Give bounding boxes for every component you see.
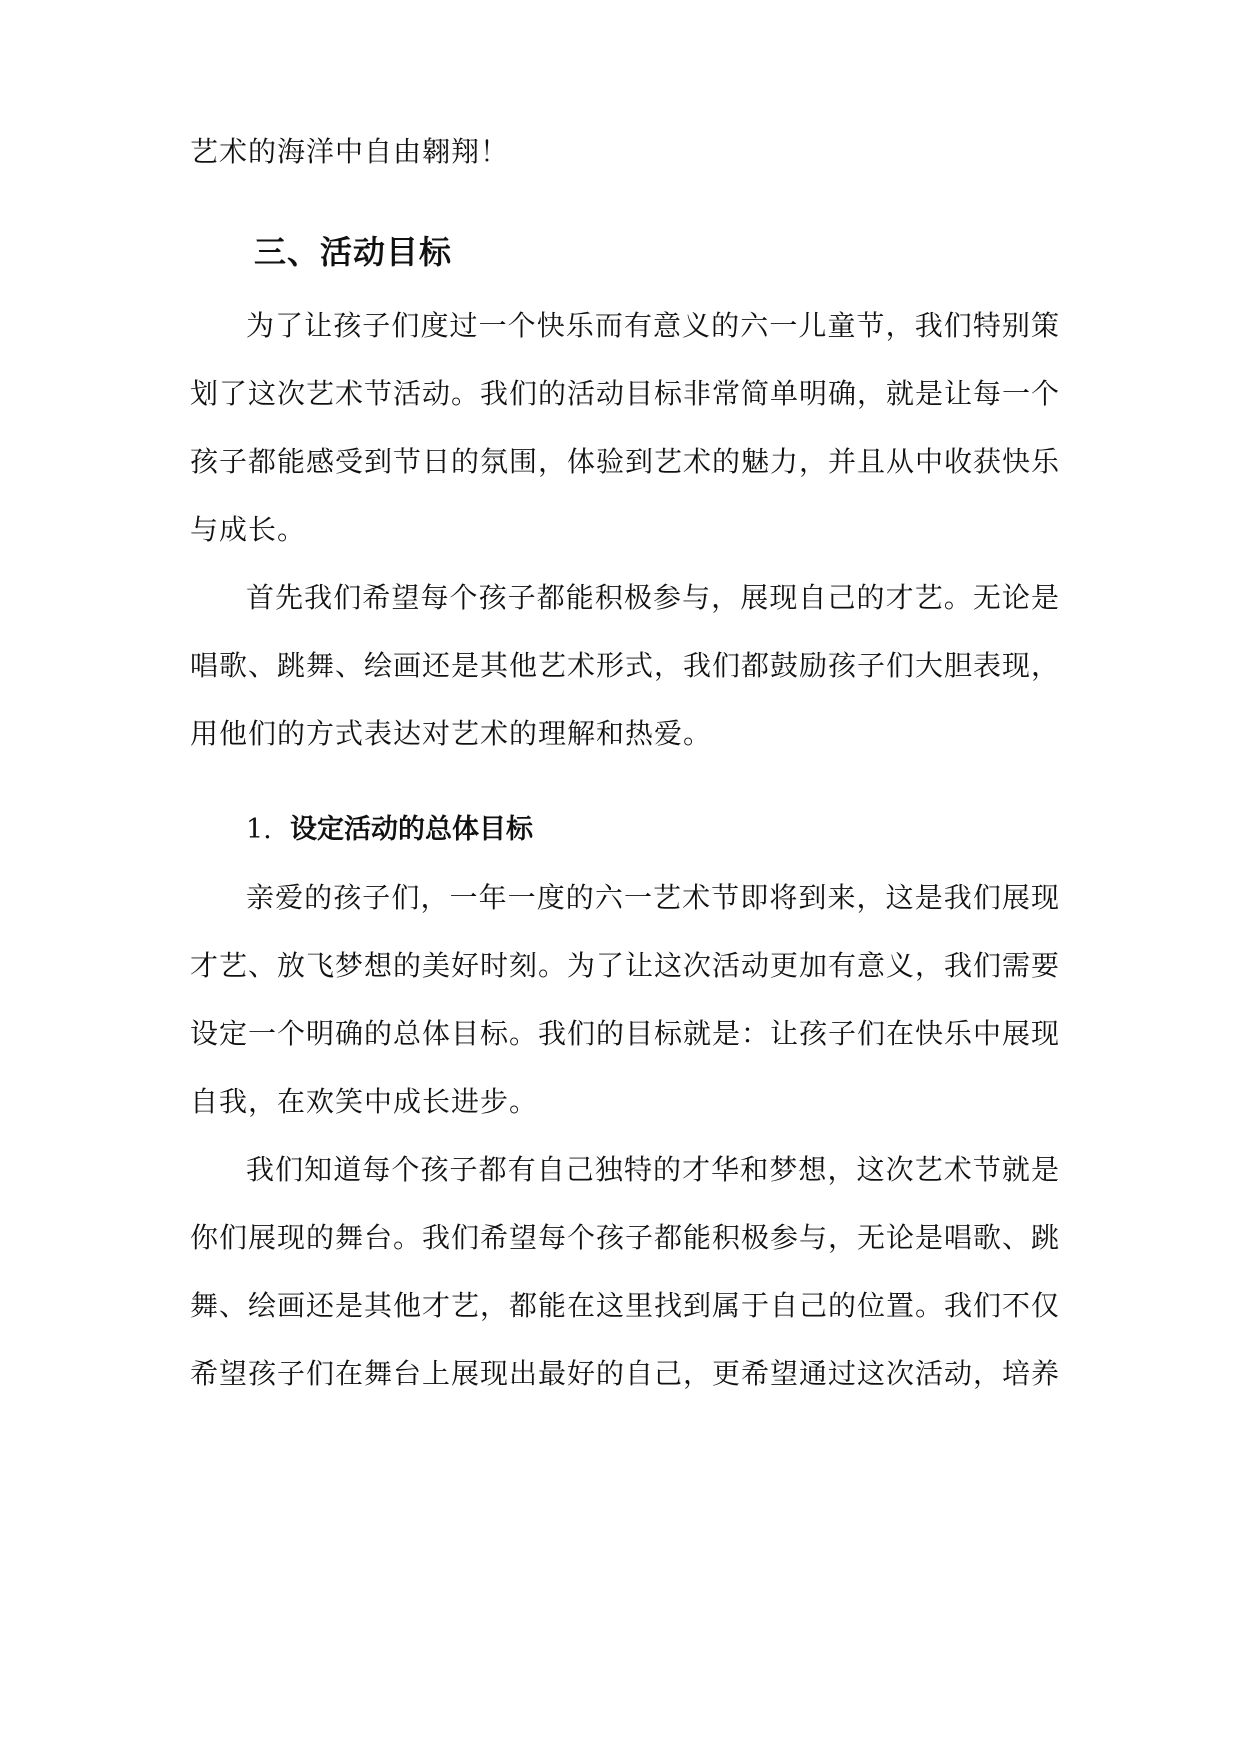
paragraph-line: 我们知道每个孩子都有自己独特的才华和梦想，这次艺术节就是 [246,1153,1060,1186]
subsection-title: 设定活动的总体目标 [290,814,533,845]
paragraph-line: 孩子都能感受到节日的氛围，体验到艺术的魅力，并且从中收获快乐 [190,445,1061,478]
subsection-heading [246,810,533,850]
paragraph-line: 你们展现的舞台。我们希望每个孩子都能积极参与，无论是唱歌、跳 [190,1221,1061,1254]
paragraph-line: 希望孩子们在舞台上展现出最好的自己，更希望通过这次活动，培养 [190,1357,1061,1390]
paragraph-line: 艺术的海洋中自由翱翔！ [190,135,510,168]
paragraph-line: 与成长。 [190,513,307,546]
subsection-number: 1. [246,814,272,845]
paragraph-line: 唱歌、跳舞、绘画还是其他艺术形式，我们都鼓励孩子们大胆表现， [190,649,1061,682]
paragraph-line: 才艺、放飞梦想的美好时刻。为了让这次活动更加有意义，我们需要 [190,949,1061,982]
paragraph-line: 划了这次艺术节活动。我们的活动目标非常简单明确，就是让每一个 [190,377,1061,410]
section-heading: 三、活动目标 [254,233,453,271]
paragraph-line: 舞、绘画还是其他才艺，都能在这里找到属于自己的位置。我们不仅 [190,1289,1061,1322]
paragraph-line: 首先我们希望每个孩子都能积极参与，展现自己的才艺。无论是 [246,581,1060,614]
paragraph-line: 设定一个明确的总体目标。我们的目标就是：让孩子们在快乐中展现 [190,1017,1061,1050]
paragraph-line: 亲爱的孩子们，一年一度的六一艺术节即将到来，这是我们展现 [246,881,1060,914]
paragraph-line: 为了让孩子们度过一个快乐而有意义的六一儿童节，我们特别策 [246,309,1060,342]
paragraph-line: 自我，在欢笑中成长进步。 [190,1085,539,1118]
paragraph-line: 用他们的方式表达对艺术的理解和热爱。 [190,717,713,750]
